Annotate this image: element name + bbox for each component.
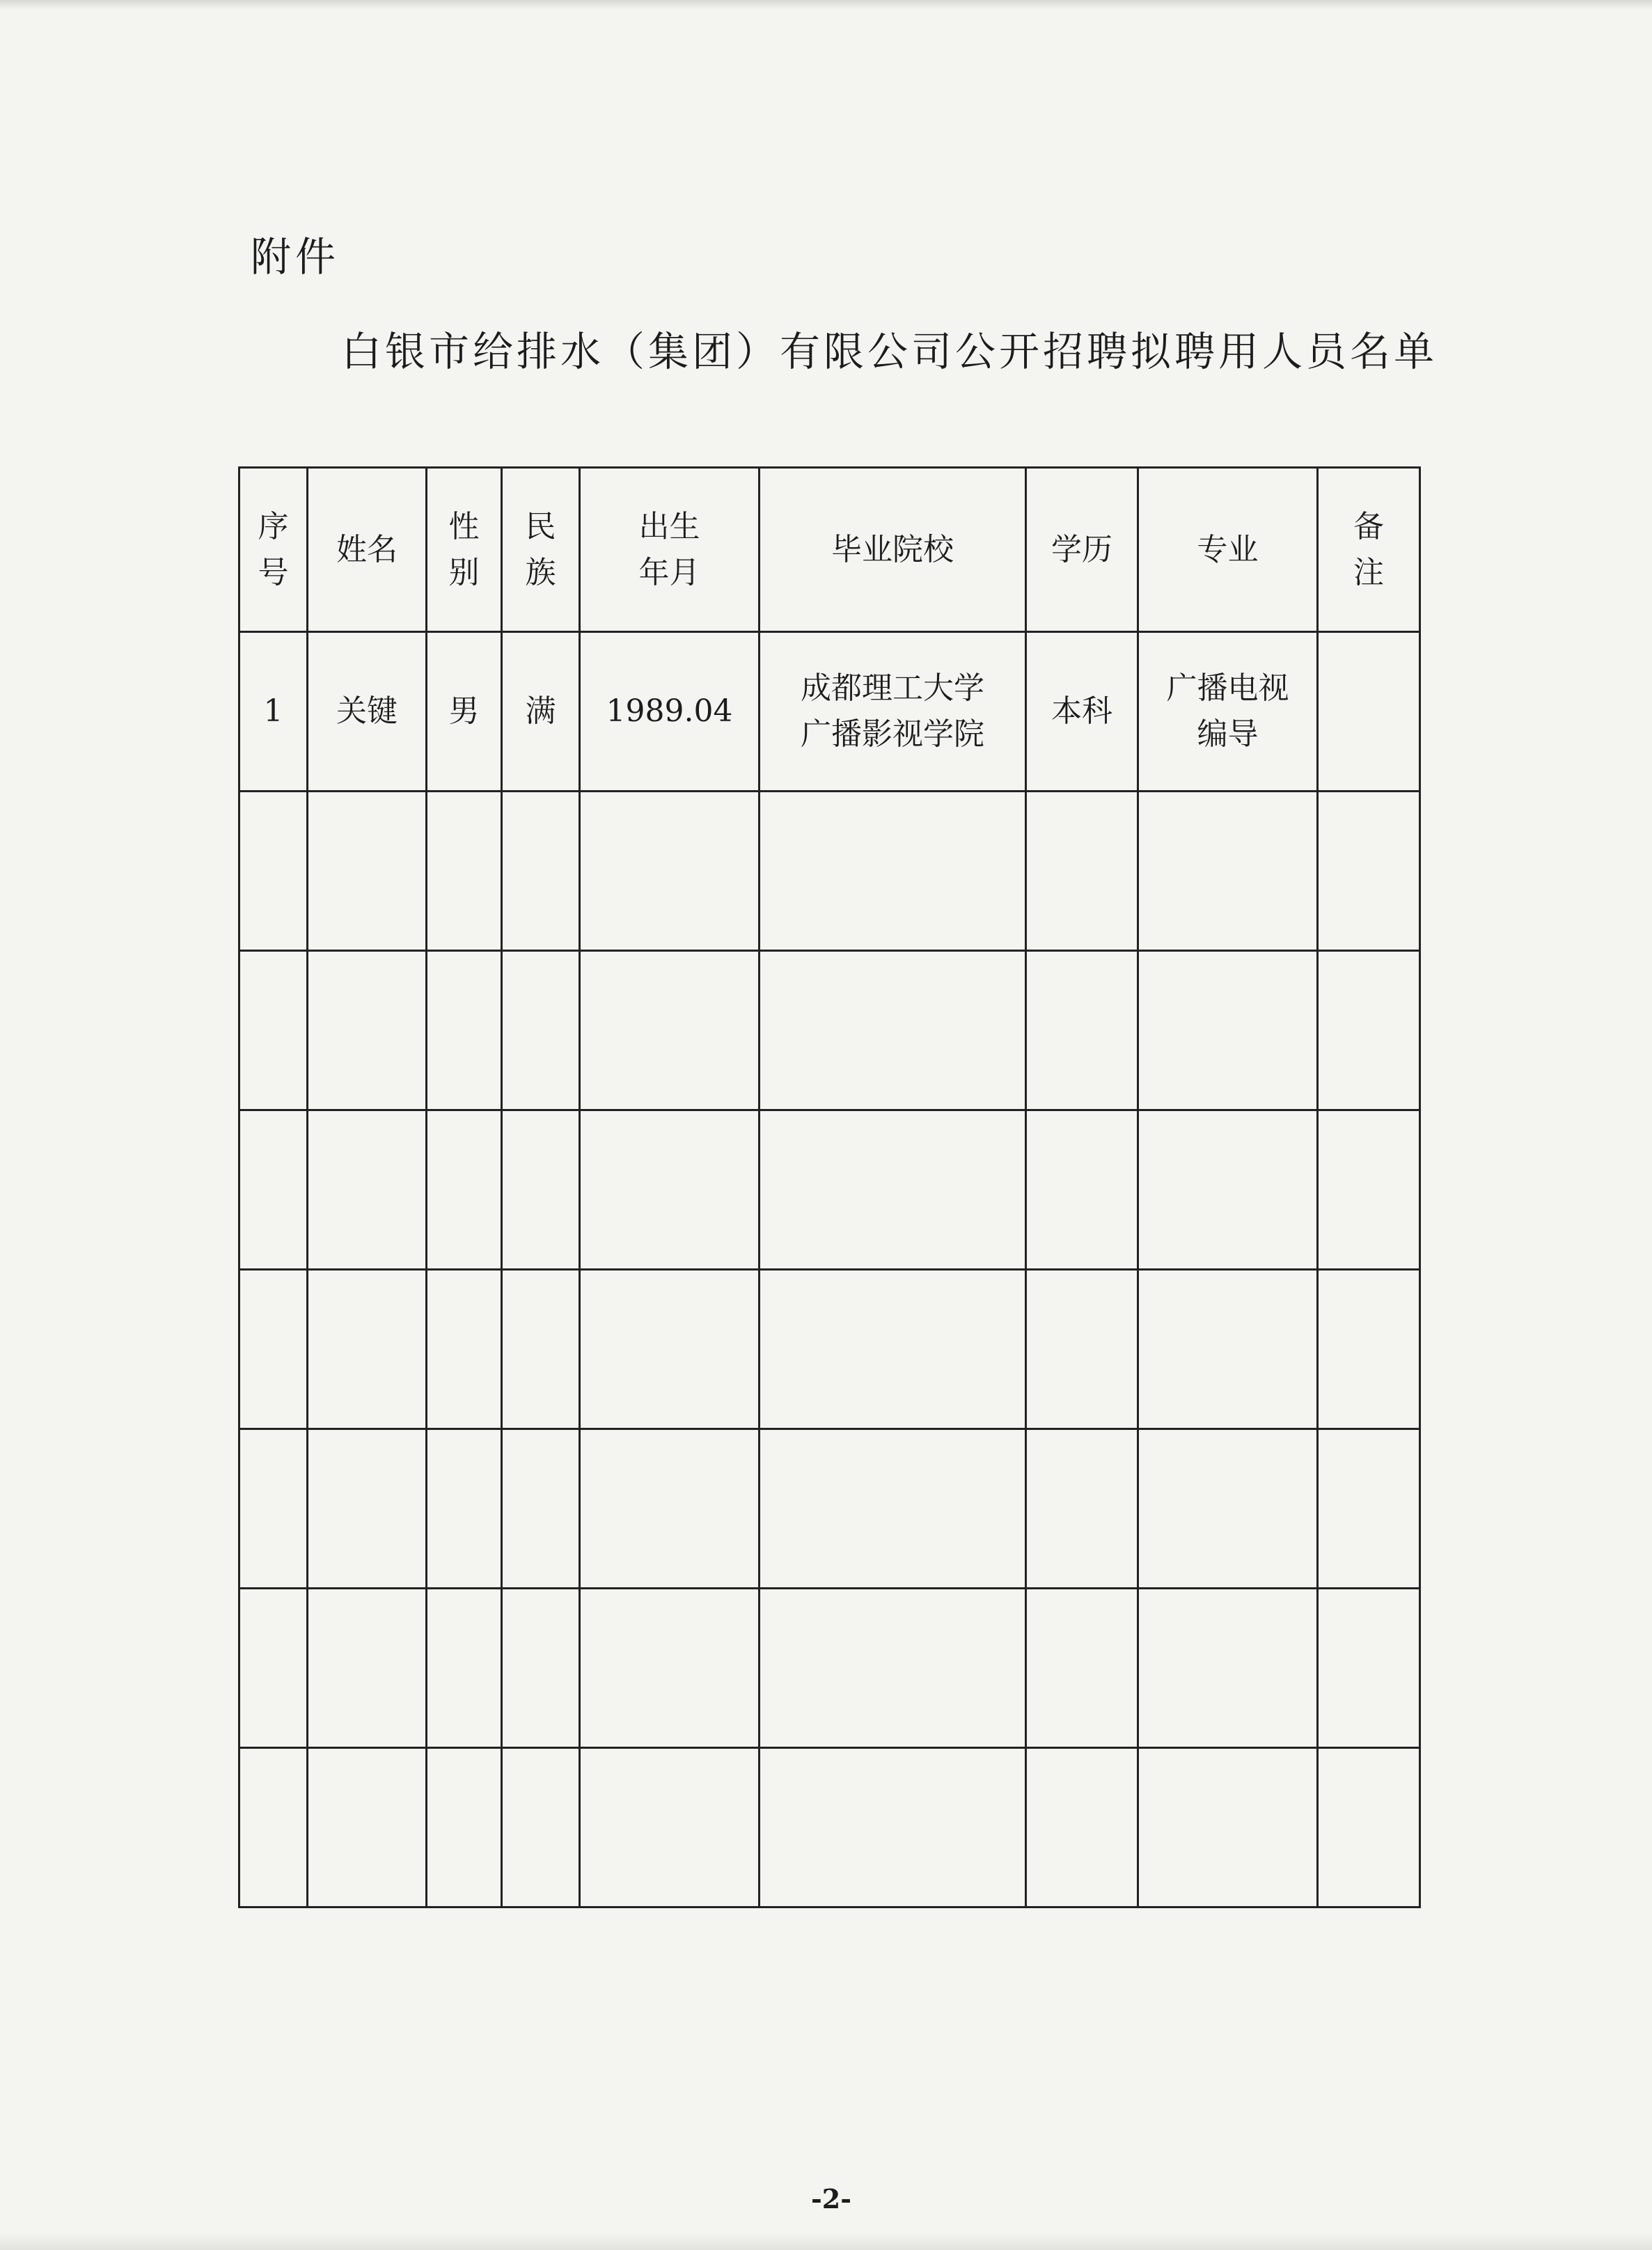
header-major: 专业 [1138,468,1318,632]
scan-edge-bottom [0,2232,1652,2250]
cell-seq: 1 [239,632,308,792]
header-gender [427,468,502,632]
cell-gender: 男 [427,632,502,792]
attachment-label: 附件 [251,233,340,281]
cell-major-line1: 广播电视 [1166,670,1289,706]
empty-table-row [239,1110,1420,1270]
header-seq-line1: 序 [258,508,289,544]
header-name: 姓名 [308,468,427,632]
empty-table-row [239,1748,1420,1907]
header-remarks-line1: 备 [1353,508,1384,544]
header-birth-line1: 出生 [638,508,700,544]
cell-remarks [1318,632,1420,792]
page-number: -2- [811,2183,851,2214]
header-education: 学历 [1026,468,1138,632]
header-birth [580,468,760,632]
cell-major [1138,632,1318,792]
cell-ethnicity: 满 [502,632,580,792]
table-row [239,632,1420,792]
empty-table-row [239,1429,1420,1589]
document-title: 白银市给排水（集团）有限公司公开招聘拟聘用人员名单 [341,328,1438,375]
cell-school-line1: 成都理工大学 [801,670,984,706]
header-school: 毕业院校 [760,468,1026,632]
scan-edge-top [0,0,1652,10]
candidate-table [238,466,1421,1908]
header-remarks-line2: 注 [1353,554,1384,590]
header-gender-line2: 别 [448,554,480,590]
cell-school [760,632,1026,792]
header-ethnicity-line1: 民 [525,508,556,544]
cell-school-line2: 广播影视学院 [801,716,984,752]
header-birth-line2: 年月 [638,554,700,590]
header-gender-line1: 性 [448,508,480,544]
header-remarks [1318,468,1420,632]
header-seq [239,468,308,632]
empty-table-row [239,792,1420,951]
header-seq-line2: 号 [258,554,289,590]
table-header-row [239,468,1420,632]
header-ethnicity-line2: 族 [525,554,556,590]
cell-name: 关键 [308,632,427,792]
empty-table-row [239,951,1420,1110]
empty-table-row [239,1270,1420,1429]
empty-table-row [239,1589,1420,1748]
header-ethnicity [502,468,580,632]
cell-birth: 1989.04 [580,632,760,792]
cell-education: 本科 [1026,632,1138,792]
cell-major-line2: 编导 [1197,716,1259,752]
